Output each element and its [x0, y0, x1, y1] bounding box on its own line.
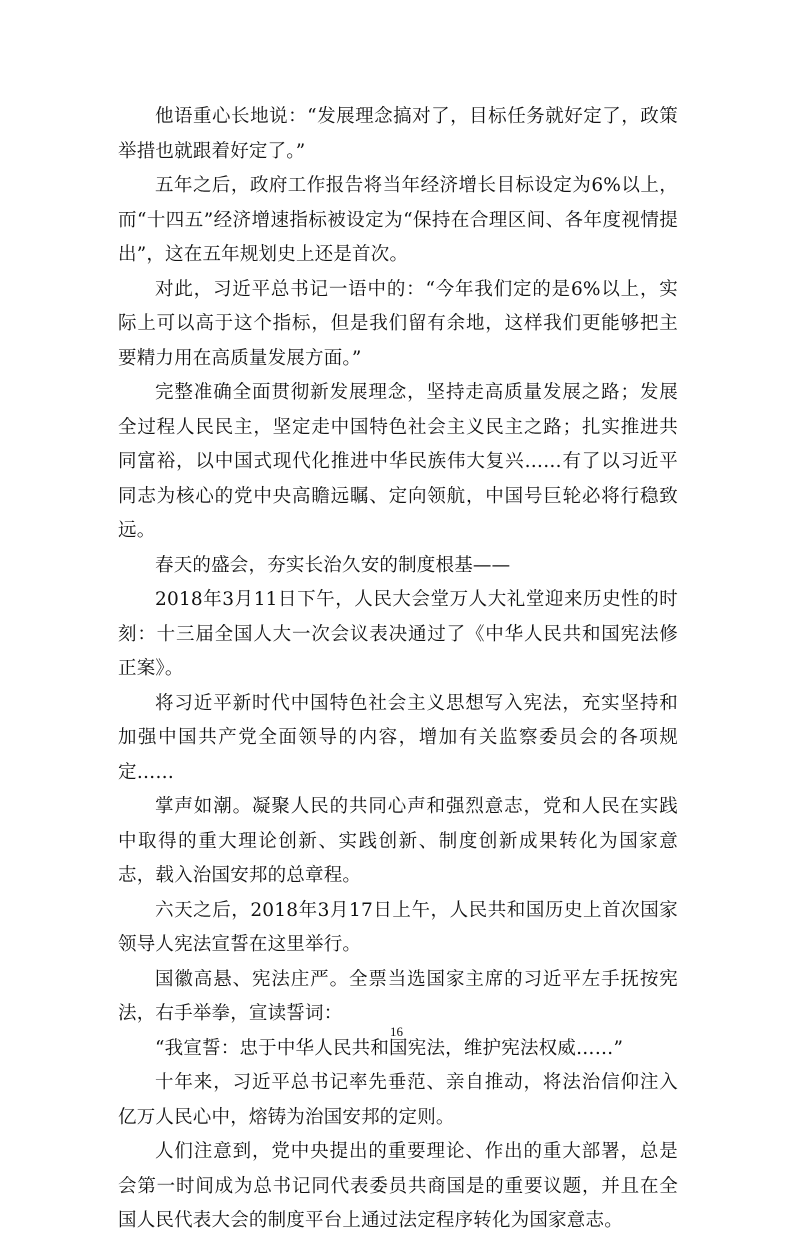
paragraph-5: 春天的盛会，夯实长治久安的制度根基—— [155, 554, 511, 576]
paragraph-4: 完整准确全面贯彻新发展理念，坚持走高质量发展之路；发展全过程人民民主，坚定走中国特色社会主义民主之路；扎实推进共同富裕，以中国式现代化推进中华民族伟大复兴……有了以习近平同志为核心的党中央高瞻远瞩、定向领航，中国号巨轮必将行稳致远。 [118, 382, 678, 541]
page-number: 16 [390, 1024, 403, 1039]
paragraph-10: 国徽高悬、宪法庄严。全票当选国家主席的习近平左手抚按宪法，右手举拳，宣读誓词： [118, 968, 678, 1024]
paragraph-12: 十年来，习近平总书记率先垂范、亲自推动，将法治信仰注入亿万人民心中，熔铸为治国安邦的定则。 [118, 1072, 678, 1128]
paragraph-6: 2018年3月11日下午，人民大会堂万人大礼堂迎来历史性的时刻：十三届全国人大一次会议表决通过了《中华人民共和国宪法修正案》。 [118, 589, 678, 679]
paragraph-9: 六天之后，2018年3月17日上午，人民共和国历史上首次国家领导人宪法宣誓在这里举行。 [118, 899, 678, 955]
paragraph-13: 人们注意到，党中央提出的重要理论、作出的重大部署，总是会第一时间成为总书记同代表委员共商国是的重要议题，并且在全国人民代表大会的制度平台上通过法定程序转化为国家意志。 [118, 1141, 678, 1231]
paragraph-3: 对此，习近平总书记一语中的：“今年我们定的是6%以上，实际上可以高于这个指标，但是我们留有余地，这样我们更能够把主要精力用在高质量发展方面。” [118, 278, 678, 369]
paragraph-11: “我宣誓：忠于中华人民共和国宪法，维护宪法权威……” [155, 1037, 624, 1059]
paragraph-2: 五年之后，政府工作报告将当年经济增长目标设定为6%以上，而“十四五”经济增速指标被设定为“保持在合理区间、各年度视情提出”，这在五年规划史上还是首次。 [118, 175, 678, 265]
paragraph-7: 将习近平新时代中国特色社会主义思想写入宪法，充实坚持和加强中国共产党全面领导的内容，增加有关监察委员会的各项规定…… [118, 692, 678, 783]
body-text [118, 100, 678, 1239]
paragraph-8: 掌声如潮。凝聚人民的共同心声和强烈意志，党和人民在实践中取得的重大理论创新、实践创新、制度创新成果转化为国家意志，载入治国安邦的总章程。 [118, 796, 678, 886]
paragraph-1: 他语重心长地说：“发展理念搞对了，目标任务就好定了，政策举措也就跟着好定了。” [118, 106, 678, 162]
